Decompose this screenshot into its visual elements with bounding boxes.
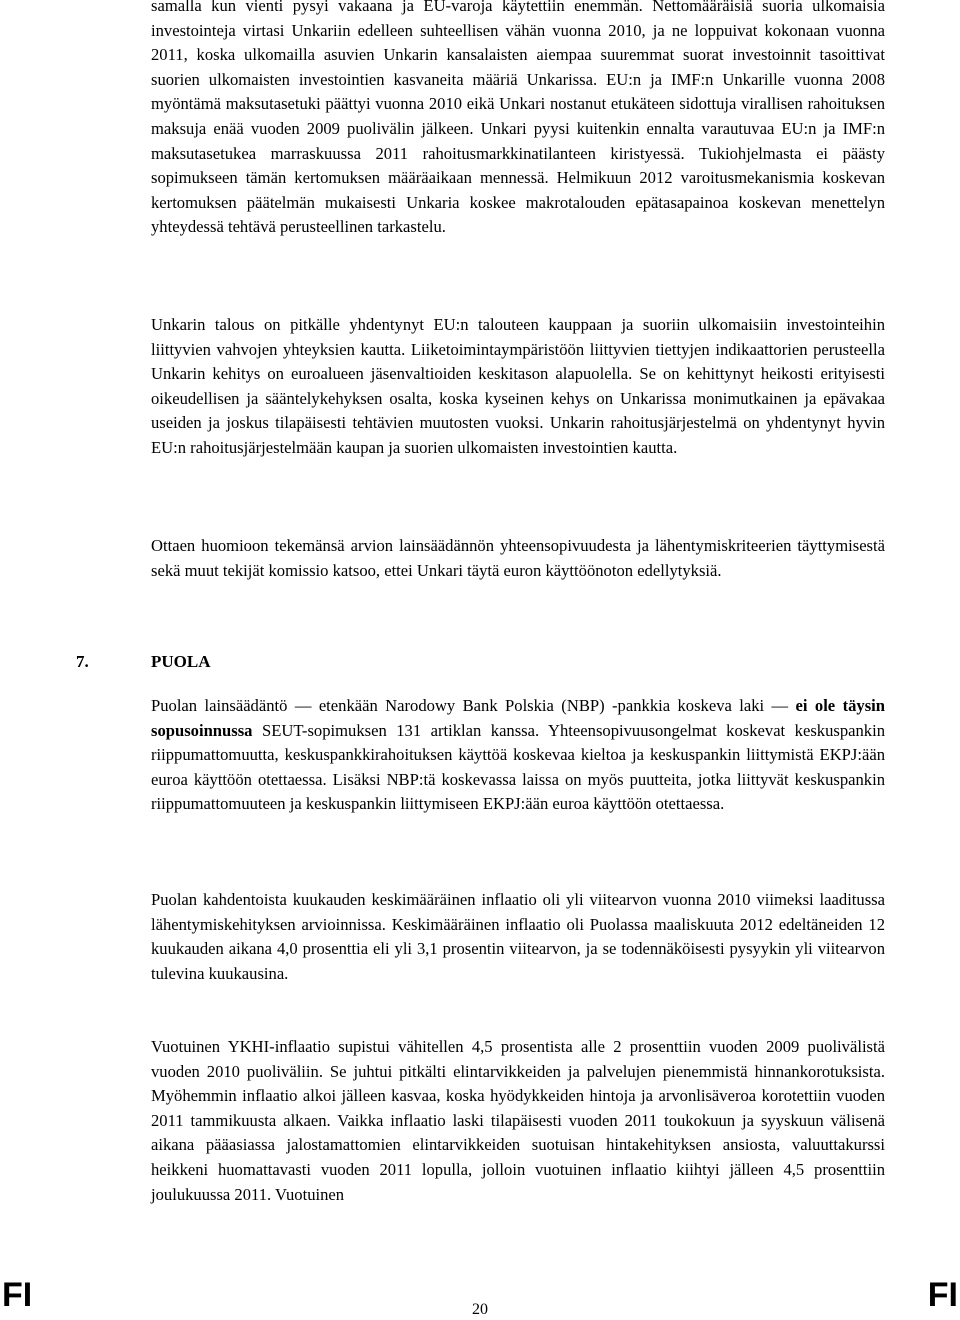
section-heading [76, 650, 211, 674]
paragraph-hungary-integration: Unkarin talous on pitkälle yhdentynyt EU:n talouteen kauppaan ja suoriin ulkomaisiin investointeihin liittyvien vahvojen yhteyksien kautta. Liiketoimintaympäristöön liittyvien tiettyjen indikaattorien perusteella Unkarin kehitys on euroalueen jäsenvaltioiden keskitason alapuolella. Se on kehittynyt heikosti erityisesti oikeudellisen ja sääntelykehyksen osalta, koska kyseinen kehys on Unkarissa monimutkainen ja epävakaa useiden ja joskus tilapäisesti tehtävien muutosten vuoksi. Unkarin rahoitusjärjestelmä on yhdentynyt hyvin EU:n rahoitusjärjestelmään kaupan ja suorien ulkomaisten investointien kautta. [151, 315, 885, 457]
paragraph-poland-average-inflation: Puolan kahdentoista kuukauden keskimääräinen inflaatio oli yli viitearvon vuonna 2010 viimeksi laaditussa lähentymiskehityksen arvioinnissa. Keskimääräinen inflaatio oli Puolassa maaliskuuta 2012 edeltäneiden 12 kuukauden aikana 4,0 prosenttia eli yli 3,1 prosentin viitearvon, ja se todennäköisesti pysyykin yli viitearvon tulevina kuukausina. [151, 890, 885, 983]
paragraph-hungary-conclusion: Ottaen huomioon tekemänsä arvion lainsäädännön yhteensopivuudesta ja lähentymiskriteerien täyttymisestä sekä muut tekijät komissio katsoo, ettei Unkari täytä euron käyttöönoton edellytyksiä. [151, 536, 885, 580]
paragraph-text-before-emphasis: Puolan lainsäädäntö — etenkään Narodowy Bank Polskia (NBP) -pankkia koskeva laki — [151, 696, 796, 715]
section-title: PUOLA [151, 652, 211, 671]
paragraph-poland-hicp-inflation: Vuotuinen YKHI-inflaatio supistui vähitellen 4,5 prosentista alle 2 prosenttiin vuoden 2009 puolivälistä vuoden 2010 puoliväliin. Se juhtui pitkälti elintarvikkeiden ja palvelujen pienemmistä hinnankorotuksista. Myöhemmin inflaatio alkoi jälleen kasvaa, koska hyödykkeiden hintoja ja arvonlisäveroa korotettiin vuoden 2011 tammikuusta alkaen. Vaikka inflaatio laski tilapäisesti vuoden 2011 toukokuun ja syyskuun välisenä aikana pääasiassa jalostamattomien elintarvikkeiden suotuisan hintakehityksen ansiosta, valuuttakurssi heikkeni huomattavasti vuoden 2011 lopulla, jolloin vuotuinen inflaatio kiihtyi jälleen 4,5 prosenttiin joulukuussa 2011. Vuotuinen [151, 1037, 885, 1204]
section-number: 7. [76, 652, 89, 671]
paragraph-text-after-emphasis: SEUT-sopimuksen 131 artiklan kanssa. Yhteensopivuusongelmat koskevat keskuspankin riippumattomuutta, keskuspankkirahoituksen käyttöä koskevaa kieltoa ja keskuspankin liittymistä EKPJ:ään euroa käyttöön otettaessa. Lisäksi NBP:tä koskevassa laissa on myös puutteita, jotka liittyvät keskuspankin riippumattomuuteen ja keskuspankin liittymiseen EKPJ:ään euroa käyttöön otettaessa. [151, 720, 885, 814]
paragraph-poland-legislation [151, 694, 885, 817]
footer-language-code-right: FI [927, 1276, 958, 1314]
emphasis-not-compatible: ei ole täysin sopusoinnussa [151, 696, 885, 740]
paragraph-hungary-balance-of-payments: samalla kun vienti pysyi vakaana ja EU-varoja käytettiin enemmän. Nettomääräisiä suoria ulkomaisia investointeja virtasi Unkariin edelleen suhteellisen vähän vuonna 2010, ja ne loppuivat kokonaan vuonna 2011, koska ulkomailla asuvien Unkarin kansalaisten aiempaa suuremmat suorat investoinnit tasoittivat suorien ulkomaisten investointien kasvaneita määriä Unkarissa. EU:n ja IMF:n Unkarille vuonna 2008 myöntämä maksutasetuki päättyi vuonna 2010 eikä Unkari nostanut etukäteen sidottuja virallisen rahoituksen maksuja enää vuoden 2009 puolivälin jälkeen. Unkari pyysi kuitenkin ennalta varautuvaa EU:n ja IMF:n maksutasetukea marraskuussa 2011 rahoitusmarkkinatilanteen kiristyessä. Tukiohjelmasta ei päästy sopimukseen tämän kertomuksen määräaikaan mennessä. Helmikuun 2012 varoitusmekanismia koskevan kertomuksen päätelmän mukaisesti Unkaria koskee makrotalouden epätasapainoa koskevan menettelyn yhteydessä tehtävä perusteellinen tarkastelu. [151, 0, 885, 237]
page-number: 20 [472, 1301, 488, 1318]
footer-language-code-left: FI [2, 1276, 33, 1314]
